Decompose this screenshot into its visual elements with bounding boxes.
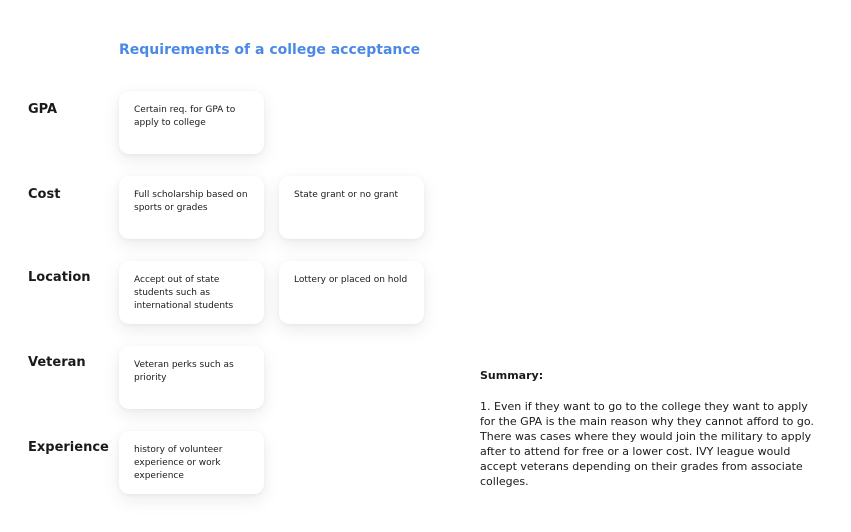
row-label-location: Location: [28, 270, 91, 285]
card-cost-scholarship: Full scholarship based on sports or grades: [119, 176, 264, 239]
card-cost-grant: State grant or no grant: [279, 176, 424, 239]
card-location-lottery: Lottery or placed on hold: [279, 261, 424, 324]
card-gpa-requirement: Certain req. for GPA to apply to college: [119, 91, 264, 154]
summary-title: Summary:: [480, 369, 544, 382]
row-label-experience: Experience: [28, 440, 109, 455]
summary-body: 1. Even if they want to go to the college they want to apply for the GPA is the main reason why they cannot afford to go. There was cases where they would join the military to apply after to attend for free or a lower cost. IVY league would accept veterans depending on their grades from associate colleges.: [480, 400, 814, 488]
row-label-veteran: Veteran: [28, 355, 86, 370]
card-location-out-of-state: Accept out of state students such as international students: [119, 261, 264, 324]
card-veteran-perks: Veteran perks such as priority: [119, 346, 264, 409]
summary-section: [480, 368, 820, 489]
card-experience-volunteer: history of volunteer experience or work experience: [119, 431, 264, 494]
row-label-cost: Cost: [28, 187, 61, 202]
row-label-gpa: GPA: [28, 102, 58, 117]
page-title: Requirements of a college acceptance: [119, 42, 421, 58]
